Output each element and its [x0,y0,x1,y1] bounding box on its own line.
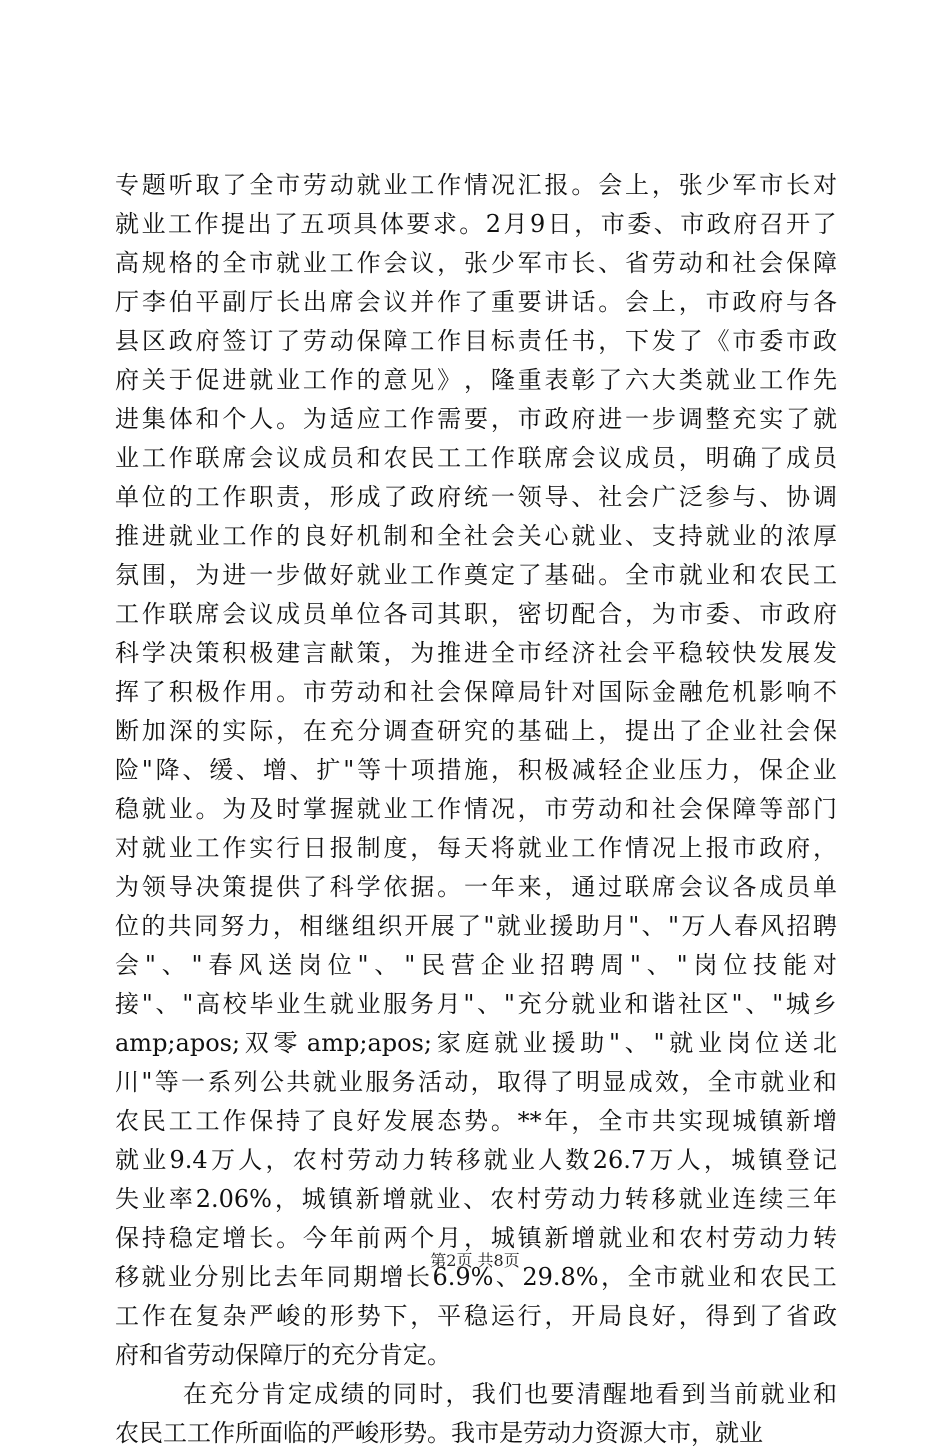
text-line: 府和省劳动保障厅的充分肯定。 [115,1341,451,1369]
text-line: 专 题 听 取 了 全 市 劳 动 就 业 工 作 情 况 汇 报 。 会 上 ， 张 少 军 市 长 对 [115,171,837,199]
text-line: 失 业 率 2.06% ， 城 镇 新 增 就 业 、 农 村 劳 动 力 转 移 就 业 连 续 三 年 [115,1185,837,1213]
text-line: 稳 就 业 。 为 及 时 掌 握 就 业 工 作 情 况 ， 市 劳 动 和 社 会 保 障 等 部 门 [115,795,837,823]
text-line: 位 的 共 同 努 力 ， 相 继 组 织 开 展 了 " 就 业 援 助 月 " 、 " 万 人 春 风 招 聘 [115,912,837,940]
text-line: 工 作 在 复 杂 严 峻 的 形 势 下 ， 平 稳 运 行 ， 开 局 良 好 ， 得 到 了 省 政 [115,1302,837,1330]
text-line: 科 学 决 策 积 极 建 言 献 策 ， 为 推 进 全 市 经 济 社 会 平 稳 较 快 发 展 发 [115,639,837,667]
text-line: 工 作 联 席 会 议 成 员 单 位 各 司 其 职 ， 密 切 配 合 ， 为 市 委 、 市 政 府 [115,600,837,628]
text-line: 就 业 9.4 万 人 ， 农 村 劳 动 力 转 移 就 业 人 数 26.7 万 人 ， 城 镇 登 记 [115,1146,837,1174]
text-line: 保 持 稳 定 增 长 。 今 年 前 两 个 月 ， 城 镇 新 增 就 业 和 农 村 劳 动 力 转 [115,1224,837,1252]
text-line: 氛 围 ， 为 进 一 步 做 好 就 业 工 作 奠 定 了 基 础 。 全 市 就 业 和 农 民 工 [115,561,837,589]
text-line: 移 就 业 分 别 比 去 年 同 期 增 长 6.9% 、 29.8% ， 全 市 就 业 和 农 民 工 [115,1263,837,1291]
text-line: amp;apos; 双 零 amp;apos; 家 庭 就 业 援 助 " 、 " 就 业 岗 位 送 北 [115,1029,837,1057]
text-line: 府 关 于 促 进 就 业 工 作 的 意 见 》 ， 隆 重 表 彰 了 六 大 类 就 业 工 作 先 [115,366,837,394]
text-line: 对 就 业 工 作 实 行 日 报 制 度 ， 每 天 将 就 业 工 作 情 况 上 报 市 政 府 ， [115,834,837,862]
text-line: 在 充 分 肯 定 成 绩 的 同 时 ， 我 们 也 要 清 醒 地 看 到 当 前 就 业 和 [183,1380,837,1408]
text-line: 业 工 作 联 席 会 议 成 员 和 农 民 工 工 作 联 席 会 议 成 员 ， 明 确 了 成 员 [115,444,837,472]
text-line: 断 加 深 的 实 际 ， 在 充 分 调 查 研 究 的 基 础 上 ， 提 出 了 企 业 社 会 保 [115,717,837,745]
text-line: 川 " 等 一 系 列 公 共 就 业 服 务 活 动 ， 取 得 了 明 显 成 效 ， 全 市 就 业 和 [115,1068,837,1096]
text-line: 就 业 工 作 提 出 了 五 项 具 体 要 求 。 2 月 9 日 ， 市 委 、 市 政 府 召 开 了 [115,210,837,238]
text-line: 挥 了 积 极 作 用 。 市 劳 动 和 社 会 保 障 局 针 对 国 际 金 融 危 机 影 响 不 [115,678,837,706]
text-line: 农 民 工 工 作 保 持 了 良 好 发 展 态 势 。 ** 年 ， 全 市 共 实 现 城 镇 新 增 [115,1107,837,1135]
text-line: 进 集 体 和 个 人 。 为 适 应 工 作 需 要 ， 市 政 府 进 一 步 调 整 充 实 了 就 [115,405,837,433]
text-line: 单 位 的 工 作 职 责 ， 形 成 了 政 府 统 一 领 导 、 社 会 广 泛 参 与 、 协 调 [115,483,837,511]
text-line: 厅 李 伯 平 副 厅 长 出 席 会 议 并 作 了 重 要 讲 话 。 会 上 ， 市 政 府 与 各 [115,288,837,316]
text-line: 险 " 降 、 缓 、 增 、 扩 " 等 十 项 措 施 ， 积 极 减 轻 企 业 压 力 ， 保 企 业 [115,756,837,784]
text-line: 接 " 、 " 高 校 毕 业 生 就 业 服 务 月 " 、 " 充 分 就 业 和 谐 社 区 " 、 " 城 乡 [115,990,837,1018]
page-footer: 第2页 共8页 [430,1251,520,1270]
text-line: 农民工工作所面临的严峻形势。我市是劳动力资源大市，就业 [115,1419,763,1447]
text-line: 为 领 导 决 策 提 供 了 科 学 依 据 。 一 年 来 ， 通 过 联 席 会 议 各 成 员 单 [115,873,837,901]
text-line: 县 区 政 府 签 订 了 劳 动 保 障 工 作 目 标 责 任 书 ， 下 发 了 《 市 委 市 政 [115,327,837,355]
text-line: 推 进 就 业 工 作 的 良 好 机 制 和 全 社 会 关 心 就 业 、 支 持 就 业 的 浓 厚 [115,522,837,550]
text-line: 会 " 、 " 春 风 送 岗 位 " 、 " 民 营 企 业 招 聘 周 " 、 " 岗 位 技 能 对 [115,951,837,979]
text-line: 高 规 格 的 全 市 就 业 工 作 会 议 ， 张 少 军 市 长 、 省 劳 动 和 社 会 保 障 [115,249,837,277]
